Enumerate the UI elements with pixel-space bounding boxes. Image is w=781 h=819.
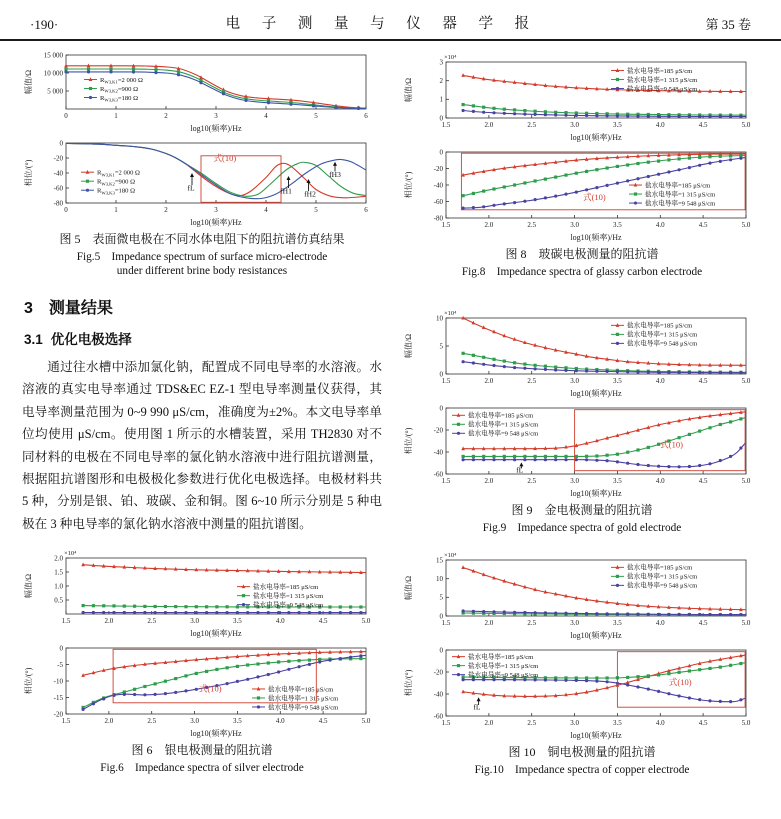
svg-text:5.0: 5.0	[361, 617, 371, 626]
svg-text:3.0: 3.0	[570, 221, 579, 229]
subsection-title: 优化电极选择	[50, 332, 132, 347]
svg-text:盐水电导率=185 μS/cm: 盐水电导率=185 μS/cm	[468, 653, 534, 661]
svg-text:2: 2	[164, 206, 168, 214]
fig6-caption	[22, 741, 382, 775]
svg-text:相位/(°): 相位/(°)	[24, 667, 33, 695]
svg-text:盐水电导率=9 548 μS/cm: 盐水电导率=9 548 μS/cm	[253, 602, 324, 610]
svg-text:2.5: 2.5	[527, 221, 537, 229]
fig5-magnitude-chart	[22, 47, 374, 133]
svg-text:4.5: 4.5	[698, 619, 708, 627]
svg-text:log10(频率)/Hz: log10(频率)/Hz	[190, 629, 242, 639]
svg-text:1.5: 1.5	[61, 717, 71, 726]
svg-text:盐水电导率=9 548 μS/cm: 盐水电导率=9 548 μS/cm	[468, 430, 539, 438]
svg-text:3: 3	[214, 112, 218, 120]
svg-text:幅值/Ω: 幅值/Ω	[404, 333, 413, 359]
svg-text:10: 10	[436, 314, 443, 323]
svg-text:3: 3	[439, 58, 443, 67]
svg-text:5.0: 5.0	[361, 717, 371, 726]
svg-text:2.5: 2.5	[527, 719, 537, 727]
svg-text:3.5: 3.5	[613, 619, 622, 627]
svg-text:3.5: 3.5	[613, 719, 622, 727]
right-column	[402, 47, 762, 777]
svg-text:4.0: 4.0	[655, 477, 665, 485]
svg-text:盐水电导率=1 315 μS/cm: 盐水电导率=1 315 μS/cm	[645, 191, 716, 199]
svg-text:fH2: fH2	[304, 189, 316, 199]
svg-text:1.5: 1.5	[61, 617, 71, 626]
svg-text:盐水电导率=9 548 μS/cm: 盐水电导率=9 548 μS/cm	[627, 85, 698, 93]
svg-text:式(10): 式(10)	[583, 191, 606, 202]
svg-text:4.0: 4.0	[275, 617, 285, 626]
svg-text:盐水电导率=185 μS/cm: 盐水电导率=185 μS/cm	[645, 182, 711, 190]
svg-text:5.0: 5.0	[741, 221, 751, 229]
svg-text:2.5: 2.5	[147, 617, 157, 626]
svg-text:5.0: 5.0	[741, 121, 751, 129]
svg-text:-15: -15	[53, 694, 63, 703]
svg-text:幅值/Ω: 幅值/Ω	[24, 574, 33, 599]
svg-text:4: 4	[264, 206, 268, 214]
svg-text:式(10): 式(10)	[198, 683, 222, 694]
svg-text:RW3,K3=180 Ω: $R_{W3,K3}=180$ Ω	[100, 94, 138, 103]
svg-text:2.0: 2.0	[484, 619, 494, 627]
svg-text:-20: -20	[433, 164, 443, 173]
svg-text:log10(频率)/Hz: log10(频率)/Hz	[190, 124, 242, 133]
svg-text:1: 1	[114, 112, 118, 120]
svg-text:4.5: 4.5	[318, 617, 328, 626]
svg-text:盐水电导率=1 315 μS/cm: 盐水电导率=1 315 μS/cm	[253, 593, 324, 601]
svg-text:0: 0	[439, 404, 443, 413]
svg-text:盐水电导率=1 315 μS/cm: 盐水电导率=1 315 μS/cm	[627, 573, 698, 581]
fig9-caption-en: Fig.9 Impedance spectra of gold electrode	[482, 522, 682, 534]
fig8-magnitude-chart	[402, 47, 754, 142]
volume-label: 第 35 卷	[705, 17, 751, 32]
svg-text:3.5: 3.5	[613, 477, 622, 485]
fig6-magnitude-chart	[22, 543, 374, 638]
svg-text:5: 5	[314, 112, 318, 120]
svg-text:5: 5	[439, 593, 443, 602]
svg-text:1.5: 1.5	[441, 719, 451, 727]
svg-text:1.0: 1.0	[54, 582, 63, 591]
svg-text:5 000: 5 000	[47, 87, 63, 96]
svg-text:3.5: 3.5	[233, 717, 242, 726]
svg-text:相位/(°): 相位/(°)	[404, 427, 413, 455]
svg-text:式(10): 式(10)	[213, 153, 237, 163]
svg-text:0: 0	[59, 139, 63, 148]
svg-text:2.0: 2.0	[484, 377, 494, 385]
svg-text:4.5: 4.5	[698, 719, 708, 727]
svg-text:1.5: 1.5	[441, 377, 451, 385]
svg-text:4.0: 4.0	[655, 377, 665, 385]
svg-text:log10(频率)/Hz: log10(频率)/Hz	[190, 729, 242, 739]
fig5-caption-en-line1: Fig.5 Impedance spectrum of surface micro-electrode	[76, 251, 328, 263]
svg-text:3.5: 3.5	[233, 617, 242, 626]
svg-text:6: 6	[364, 206, 368, 214]
svg-text:-60: -60	[433, 712, 443, 721]
fig5-caption-en-line2: under different brine body resistances	[116, 265, 288, 277]
svg-text:3.5: 3.5	[613, 121, 622, 129]
svg-text:0: 0	[64, 112, 68, 120]
svg-text:2.0: 2.0	[484, 121, 494, 129]
svg-text:RW3,K1=2 000 Ω: $R_{W3,K1}=2$ 000 Ω	[97, 169, 140, 178]
svg-text:10 000: 10 000	[43, 69, 63, 78]
svg-text:log10(频率)/Hz: log10(频率)/Hz	[190, 218, 242, 227]
svg-text:15 000: 15 000	[43, 51, 63, 60]
svg-text:5: 5	[439, 342, 443, 351]
svg-text:式(10): 式(10)	[668, 677, 692, 688]
fig6-caption-en: Fig.6 Impedance spectra of silver electrode	[100, 762, 304, 775]
svg-text:2.0: 2.0	[54, 554, 63, 563]
svg-text:-40: -40	[53, 169, 63, 178]
svg-text:4.5: 4.5	[698, 377, 708, 385]
section-number: 3	[24, 300, 33, 317]
body-paragraph: 通过往水槽中添加氯化钠，配置成不同电导率的水溶液。水溶液的真实电导率通过 TDS&EC EZ-1 型电导率测量仪获得，其电导率测量范围为 0~9 990 μS/cm，准确度为±2%。本文电导率单位均使用 μS/cm。使用图 1 所示的水槽装置，采用 TH2830 对不同材料的电极在不同电导率的氯化钠水溶液中进行阻抗谱测量，根据阻抗谱图形和电极极化参数进行优化电极选择。电极材料共 5 种，分别是银、铂、玻碳、金和铜。图 6~10 所示分别是 5 种电极在 3 种电导率的氯化钠水溶液中测量的阻抗谱图。	[22, 360, 382, 531]
svg-text:盐水电导率=9 548 μS/cm: 盐水电导率=9 548 μS/cm	[468, 671, 539, 679]
svg-text:2.5: 2.5	[527, 121, 537, 129]
svg-text:3.0: 3.0	[570, 477, 579, 485]
svg-text:-20: -20	[433, 668, 443, 677]
svg-text:-40: -40	[433, 181, 443, 190]
subsection-number: 3.1	[24, 332, 43, 347]
svg-text:1.5: 1.5	[441, 477, 451, 485]
svg-text:10: 10	[436, 575, 443, 584]
svg-text:1.5: 1.5	[441, 619, 451, 627]
subsection-heading	[24, 328, 382, 348]
fig8-caption-zh: 图 8 玻碳电极测量的阻抗谱	[505, 247, 659, 261]
svg-text:盐水电导率=1 315 μS/cm: 盐水电导率=1 315 μS/cm	[627, 76, 698, 84]
svg-text:2.5: 2.5	[147, 717, 157, 726]
svg-text:盐水电导率=185 μS/cm: 盐水电导率=185 μS/cm	[627, 67, 693, 75]
svg-text:log10(频率)/Hz: log10(频率)/Hz	[570, 489, 622, 498]
svg-text:2: 2	[439, 77, 443, 86]
svg-text:-20: -20	[53, 710, 63, 719]
svg-text:×10⁴: ×10⁴	[444, 310, 457, 317]
svg-text:盐水电导率=185 μS/cm: 盐水电导率=185 μS/cm	[627, 564, 693, 572]
svg-text:fH1: fH1	[280, 186, 292, 196]
svg-text:0: 0	[439, 148, 443, 157]
fig8-phase-chart	[402, 144, 754, 242]
svg-text:0: 0	[439, 612, 443, 621]
svg-text:4: 4	[264, 112, 268, 120]
svg-text:盐水电导率=185 μS/cm: 盐水电导率=185 μS/cm	[468, 412, 534, 420]
svg-text:盐水电导率=9 548 μS/cm: 盐水电导率=9 548 μS/cm	[645, 200, 716, 208]
fig10-caption-en: Fig.10 Impedance spectra of copper electrode	[474, 764, 690, 776]
svg-text:相位/(°): 相位/(°)	[24, 159, 33, 187]
svg-text:3: 3	[214, 206, 218, 214]
svg-text:1: 1	[439, 95, 443, 104]
svg-text:-40: -40	[433, 448, 443, 457]
svg-text:5.0: 5.0	[741, 377, 751, 385]
svg-text:盐水电导率=9 548 μS/cm: 盐水电导率=9 548 μS/cm	[627, 582, 698, 590]
fig8-caption	[402, 245, 762, 279]
section-heading	[24, 295, 382, 318]
svg-text:3.5: 3.5	[613, 377, 622, 385]
svg-text:3.0: 3.0	[190, 717, 199, 726]
svg-text:4.0: 4.0	[655, 121, 665, 129]
fig5-caption-zh: 图 5 表面微电极在不同水体电阻下的阻抗谱仿真结果	[59, 232, 345, 246]
svg-text:×10⁴: ×10⁴	[64, 550, 77, 558]
svg-text:2.0: 2.0	[484, 477, 494, 485]
svg-text:盐水电导率=1 315 μS/cm: 盐水电导率=1 315 μS/cm	[468, 421, 539, 429]
fig10-caption-zh: 图 10 铜电极测量的阻抗谱	[508, 745, 656, 759]
svg-text:3.0: 3.0	[570, 121, 579, 129]
fig6-phase-chart	[22, 640, 374, 738]
svg-text:2.5: 2.5	[527, 477, 537, 485]
svg-text:log10(频率)/Hz: log10(频率)/Hz	[570, 389, 622, 398]
fig5-phase-chart	[22, 135, 374, 227]
page-number: ·190·	[30, 17, 59, 32]
svg-text:-10: -10	[53, 677, 63, 686]
svg-text:3.5: 3.5	[613, 221, 622, 229]
svg-text:1.5: 1.5	[441, 221, 451, 229]
svg-text:盐水电导率=1 315 μS/cm: 盐水电导率=1 315 μS/cm	[627, 331, 698, 339]
svg-text:盐水电导率=1 315 μS/cm: 盐水电导率=1 315 μS/cm	[268, 695, 339, 703]
svg-text:log10(频率)/Hz: log10(频率)/Hz	[570, 631, 622, 640]
page-header	[0, 0, 781, 41]
svg-text:1: 1	[114, 206, 118, 214]
svg-text:2.5: 2.5	[527, 619, 537, 627]
svg-text:4.0: 4.0	[655, 619, 665, 627]
svg-text:盐水电导率=1 315 μS/cm: 盐水电导率=1 315 μS/cm	[468, 662, 539, 670]
svg-text:-60: -60	[53, 184, 63, 193]
svg-text:0: 0	[59, 644, 63, 653]
two-column-body	[0, 41, 781, 777]
fig6-caption-zh: 图 6 银电极测量的阻抗谱	[131, 743, 273, 758]
svg-text:幅值/Ω: 幅值/Ω	[404, 575, 413, 601]
svg-text:fH3: fH3	[329, 169, 341, 179]
svg-text:盐水电导率=185 μS/cm: 盐水电导率=185 μS/cm	[268, 686, 334, 694]
svg-text:4.5: 4.5	[318, 717, 328, 726]
svg-text:相位/(°): 相位/(°)	[404, 171, 413, 199]
svg-text:4.5: 4.5	[698, 221, 708, 229]
svg-text:-80: -80	[433, 214, 443, 223]
svg-text:1.5: 1.5	[54, 568, 63, 577]
svg-text:幅值/Ω: 幅值/Ω	[24, 69, 33, 95]
svg-text:-60: -60	[433, 197, 443, 206]
svg-text:2.0: 2.0	[484, 221, 494, 229]
svg-text:3.0: 3.0	[570, 377, 579, 385]
svg-text:log10(频率)/Hz: log10(频率)/Hz	[570, 233, 622, 242]
svg-text:2.0: 2.0	[104, 617, 114, 626]
fig9-phase-chart	[402, 400, 754, 498]
svg-text:5.0: 5.0	[741, 477, 751, 485]
svg-text:0.5: 0.5	[54, 596, 63, 605]
svg-text:×10⁴: ×10⁴	[444, 552, 457, 559]
svg-text:3.0: 3.0	[190, 617, 199, 626]
svg-text:RW3,K2=900 Ω: $R_{W3,K2}=900$ Ω	[97, 178, 135, 187]
svg-text:RW3,K2=900 Ω: $R_{W3,K2}=900$ Ω	[100, 85, 138, 94]
journal-title: 电 子 测 量 与 仪 器 学 报	[225, 16, 539, 32]
section-title: 测量结果	[48, 300, 113, 317]
svg-text:5: 5	[314, 206, 318, 214]
svg-text:4.5: 4.5	[698, 477, 708, 485]
svg-text:fL: fL	[187, 183, 195, 193]
svg-text:-20: -20	[53, 154, 63, 163]
svg-text:4.5: 4.5	[698, 121, 708, 129]
svg-text:盐水电导率=185 μS/cm: 盐水电导率=185 μS/cm	[253, 584, 319, 592]
svg-text:-40: -40	[433, 690, 443, 699]
svg-text:-60: -60	[433, 470, 443, 479]
svg-text:盐水电导率=185 μS/cm: 盐水电导率=185 μS/cm	[627, 322, 693, 330]
fig9-caption-zh: 图 9 金电极测量的阻抗谱	[511, 503, 653, 517]
svg-text:-20: -20	[433, 426, 443, 435]
svg-text:fL: fL	[516, 465, 524, 475]
svg-text:2.0: 2.0	[484, 719, 494, 727]
svg-text:fL: fL	[473, 702, 481, 712]
figure-6	[22, 543, 382, 775]
fig10-caption	[402, 743, 762, 777]
svg-text:4.0: 4.0	[655, 221, 665, 229]
fig9-magnitude-chart	[402, 303, 754, 398]
svg-text:15: 15	[436, 556, 443, 565]
svg-text:1.5: 1.5	[441, 121, 451, 129]
svg-text:×10⁴: ×10⁴	[444, 54, 457, 61]
svg-text:log10(频率)/Hz: log10(频率)/Hz	[570, 731, 622, 740]
svg-text:-80: -80	[53, 199, 63, 208]
svg-text:幅值/Ω: 幅值/Ω	[404, 77, 413, 103]
figure-5	[22, 47, 382, 277]
svg-text:2.5: 2.5	[527, 377, 537, 385]
svg-text:log10(频率)/Hz: log10(频率)/Hz	[570, 133, 622, 142]
fig10-phase-chart	[402, 642, 754, 740]
svg-text:4.0: 4.0	[275, 717, 285, 726]
fig9-caption	[402, 501, 762, 535]
svg-text:0: 0	[64, 206, 68, 214]
figure-9	[402, 303, 762, 535]
fig10-magnitude-chart	[402, 545, 754, 640]
figure-10	[402, 545, 762, 777]
svg-text:0: 0	[439, 114, 443, 123]
svg-text:3.0: 3.0	[570, 719, 579, 727]
svg-text:2: 2	[164, 112, 168, 120]
svg-text:-5: -5	[57, 661, 63, 670]
fig5-caption	[22, 230, 382, 277]
svg-text:3.0: 3.0	[570, 619, 579, 627]
svg-text:式(10): 式(10)	[660, 439, 683, 450]
left-column	[22, 47, 382, 777]
svg-text:相位/(°): 相位/(°)	[404, 669, 413, 697]
svg-text:4.0: 4.0	[655, 719, 665, 727]
svg-text:5.0: 5.0	[741, 719, 751, 727]
svg-text:5.0: 5.0	[741, 619, 751, 627]
svg-text:RW3,K3=180 Ω: $R_{W3,K3}=180$ Ω	[97, 187, 135, 196]
svg-text:RW3,K1=2 000 Ω: $R_{W3,K1}=2$ 000 Ω	[100, 76, 143, 85]
figure-8	[402, 47, 762, 279]
fig8-caption-en: Fig.8 Impedance spectra of glassy carbon electrode	[461, 266, 703, 278]
svg-text:盐水电导率=9 548 μS/cm: 盐水电导率=9 548 μS/cm	[627, 340, 698, 348]
svg-text:盐水电导率=9 548 μS/cm: 盐水电导率=9 548 μS/cm	[268, 704, 339, 712]
svg-text:0: 0	[439, 370, 443, 379]
svg-text:2.0: 2.0	[104, 717, 114, 726]
svg-text:6: 6	[364, 112, 368, 120]
svg-text:0: 0	[439, 646, 443, 655]
